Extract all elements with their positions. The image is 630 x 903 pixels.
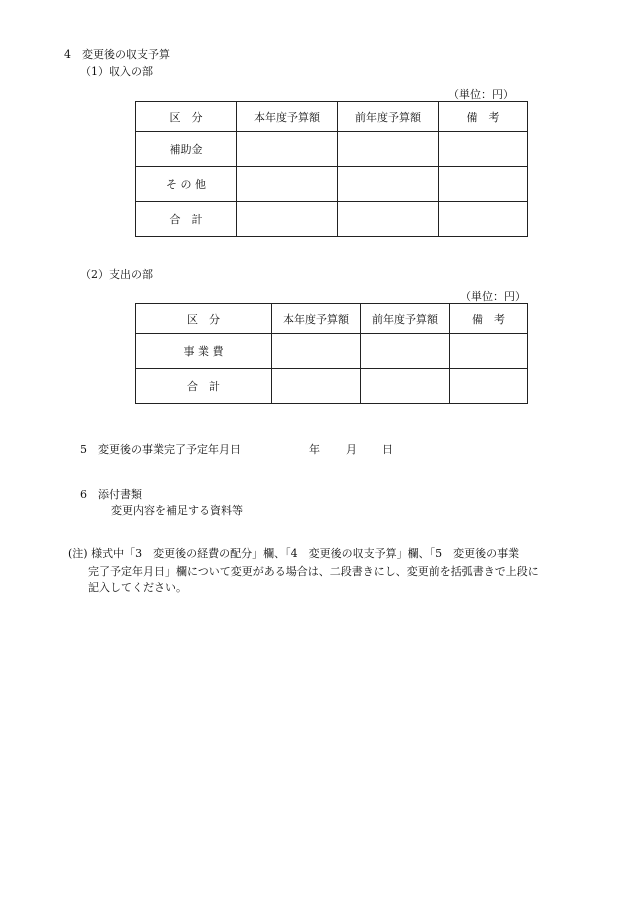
income-table <box>135 101 528 237</box>
cell-empty[interactable] <box>338 132 439 167</box>
expense-section-title: （2）支出の部 <box>80 268 153 281</box>
table-row <box>136 167 528 202</box>
cell-empty[interactable] <box>272 369 361 404</box>
header-previous-budget: 前年度予算額 <box>338 102 439 132</box>
table-row <box>136 334 528 369</box>
expense-table <box>135 303 528 404</box>
section-4-heading: 4 変更後の収支予算 <box>64 48 170 61</box>
row-label-subsidy: 補助金 <box>136 132 237 167</box>
header-current-budget: 本年度予算額 <box>272 304 361 334</box>
section-5-label: 5 変更後の事業完了予定年月日 <box>80 443 241 456</box>
expense-unit-label: （単位：円） <box>460 290 526 303</box>
cell-empty[interactable] <box>272 334 361 369</box>
cell-empty[interactable] <box>450 334 528 369</box>
cell-empty[interactable] <box>338 167 439 202</box>
table-row <box>136 132 528 167</box>
table-row <box>136 369 528 404</box>
income-section-title: （1）収入の部 <box>80 65 153 78</box>
note-line-3: 記入してください。 <box>88 581 187 594</box>
header-category: 区 分 <box>136 304 272 334</box>
row-label-total: 合 計 <box>136 202 237 237</box>
header-remarks: 備 考 <box>450 304 528 334</box>
note-line-1: (注) 様式中「3 変更後の経費の配分」欄、「4 変更後の収支予算」欄、「5 変更後の事業 <box>68 547 520 560</box>
income-unit-label: （単位：円） <box>448 88 514 101</box>
month-label: 月 <box>346 443 357 456</box>
section-6-label: 6 添付書類 <box>80 488 142 501</box>
cell-empty[interactable] <box>237 132 338 167</box>
cell-empty[interactable] <box>450 369 528 404</box>
header-previous-budget: 前年度予算額 <box>361 304 450 334</box>
row-label-other: そ の 他 <box>136 167 237 202</box>
cell-empty[interactable] <box>439 167 528 202</box>
header-current-budget: 本年度予算額 <box>237 102 338 132</box>
row-label-total: 合 計 <box>136 369 272 404</box>
cell-empty[interactable] <box>361 334 450 369</box>
expense-header-row <box>136 304 528 334</box>
cell-empty[interactable] <box>237 202 338 237</box>
note-line-2: 完了予定年月日」欄について変更がある場合は、二段書きにし、変更前を括弧書きで上段に <box>88 565 539 578</box>
header-category: 区 分 <box>136 102 237 132</box>
cell-empty[interactable] <box>361 369 450 404</box>
table-row <box>136 202 528 237</box>
day-label: 日 <box>382 443 393 456</box>
income-header-row <box>136 102 528 132</box>
row-label-project-cost: 事 業 費 <box>136 334 272 369</box>
attachment-item: 変更内容を補足する資料等 <box>111 504 243 517</box>
cell-empty[interactable] <box>439 202 528 237</box>
cell-empty[interactable] <box>237 167 338 202</box>
header-remarks: 備 考 <box>439 102 528 132</box>
cell-empty[interactable] <box>338 202 439 237</box>
year-label: 年 <box>309 443 320 456</box>
cell-empty[interactable] <box>439 132 528 167</box>
